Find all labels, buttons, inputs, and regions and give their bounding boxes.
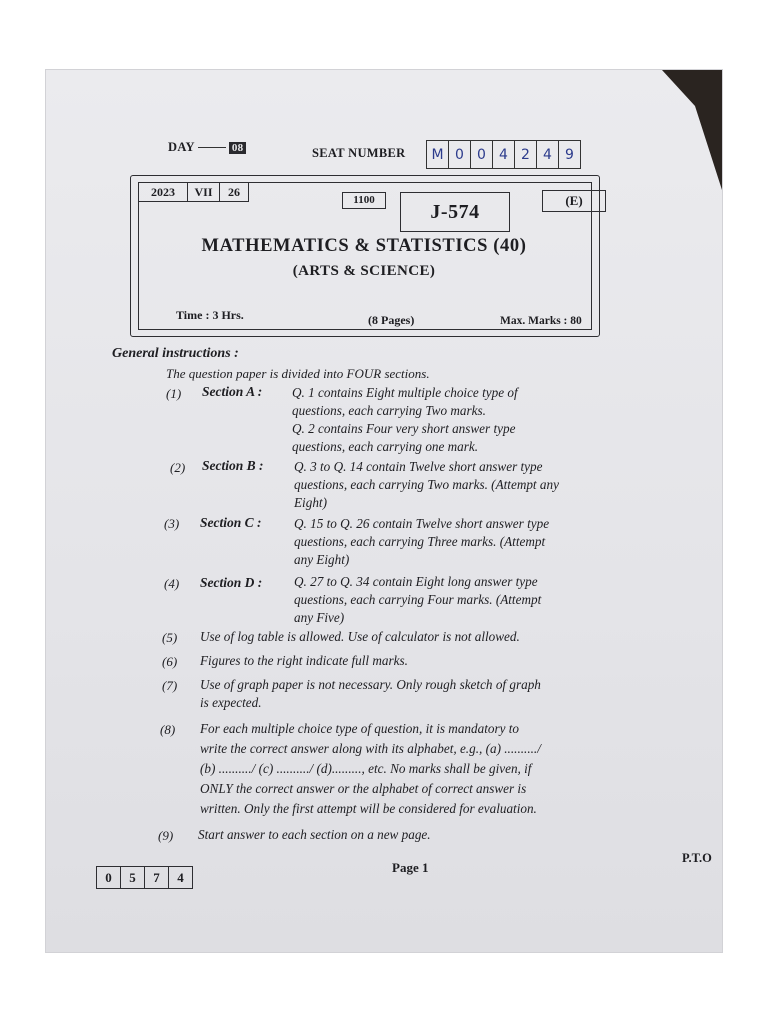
- seat-digit: 0: [471, 141, 493, 168]
- code-digit: 4: [177, 869, 184, 885]
- text-line: written. Only the first attempt will be considered for evaluation.: [200, 801, 537, 816]
- text-line: is expected.: [200, 695, 262, 710]
- text-line: questions, each carrying Three marks. (Attempt: [294, 534, 546, 549]
- text-line: write the correct answer along with its alphabet, e.g., (a) ........../: [200, 741, 541, 756]
- text-line: questions, each carrying Two marks. (Attempt any: [294, 477, 559, 492]
- seat-digit: 0: [449, 141, 471, 168]
- text-line: Q. 3 to Q. 14 contain Twelve short answer type: [294, 459, 543, 474]
- day-field: [168, 140, 246, 155]
- text-line: (b) ........../ (c) ........../ (d)........., etc. No marks shall be given, if: [200, 761, 532, 776]
- instructions-intro: The question paper is divided into FOUR sections.: [166, 366, 430, 381]
- text-line: any Eight): [294, 552, 350, 567]
- section-number: (2): [170, 460, 186, 475]
- section-number: (1): [166, 386, 182, 401]
- month-cell: VII: [187, 182, 220, 202]
- seat-digit: 9: [565, 146, 574, 163]
- time-label: Time : 3 Hrs.: [176, 308, 244, 322]
- section-label: Section A :: [202, 384, 263, 399]
- pages-label: (8 Pages): [368, 313, 415, 327]
- seat-number-label: SEAT NUMBER: [312, 146, 406, 160]
- code-digit: 5: [121, 867, 145, 888]
- seat-number-boxes: [426, 140, 581, 169]
- text-line: Q. 27 to Q. 34 contain Eight long answer type: [294, 574, 538, 589]
- seat-digit: 4: [493, 141, 515, 168]
- code-digit: 0: [97, 867, 121, 888]
- day-label: DAY: [168, 140, 195, 154]
- text-line: questions, each carrying one mark.: [292, 439, 479, 454]
- text-line: Start answer to each section on a new page.: [198, 827, 431, 842]
- section-text: [292, 384, 518, 456]
- code-cell: 1100: [342, 192, 386, 209]
- rule-number: (6): [162, 654, 178, 669]
- text-line: questions, each carrying Four marks. (Attempt: [294, 592, 542, 607]
- section-text: [294, 573, 541, 627]
- paper-code-boxes: [96, 866, 193, 889]
- section-number: (4): [164, 576, 180, 591]
- subject-subtitle: (ARTS & SCIENCE): [292, 263, 436, 279]
- date-cell: 26: [219, 182, 249, 202]
- pto-label: P.T.O: [682, 851, 712, 865]
- section-number: (3): [164, 516, 180, 531]
- seat-digit: M: [427, 141, 449, 168]
- text-line: ONLY the correct answer or the alphabet of correct answer is: [200, 781, 527, 796]
- rule-number: (5): [162, 630, 178, 645]
- rule-text: [200, 628, 520, 646]
- instructions-heading: General instructions :: [112, 346, 239, 361]
- text-line: Q. 2 contains Four very short answer type: [292, 421, 516, 436]
- day-dash: [198, 147, 226, 148]
- subject-title: MATHEMATICS & STATISTICS (40): [201, 236, 527, 256]
- text-line: any Five): [294, 610, 345, 625]
- page-number: Page 1: [392, 860, 429, 875]
- text-line: Use of graph paper is not necessary. Only rough sketch of graph: [200, 677, 541, 692]
- exam-paper: [46, 70, 722, 952]
- text-line: questions, each carrying Two marks.: [292, 403, 486, 418]
- background-corner: [662, 70, 722, 190]
- section-label: Section D :: [200, 575, 263, 590]
- rule-number: (7): [162, 678, 178, 693]
- seat-digit: 2: [515, 141, 537, 168]
- text-line: Eight): [294, 495, 327, 510]
- paper-code: J-574: [400, 192, 510, 232]
- text-line: For each multiple choice type of question, it is mandatory to: [200, 721, 520, 736]
- rule-text: [200, 719, 541, 819]
- year-cell: 2023: [138, 182, 188, 202]
- section-label: Section C :: [200, 515, 262, 530]
- day-value: 08: [229, 142, 247, 154]
- seat-digit: 4: [537, 141, 559, 168]
- rule-text: [198, 826, 431, 844]
- rule-number: (9): [158, 828, 174, 843]
- rule-text: [200, 652, 408, 670]
- text-line: Figures to the right indicate full marks.: [200, 653, 408, 668]
- language-cell: (E): [542, 190, 606, 212]
- text-line: Q. 15 to Q. 26 contain Twelve short answer type: [294, 516, 550, 531]
- code-digit: 7: [145, 867, 169, 888]
- rule-number: (8): [160, 722, 176, 737]
- section-text: [294, 515, 549, 569]
- section-text: [294, 458, 559, 512]
- max-marks-label: Max. Marks : 80: [500, 315, 582, 327]
- rule-text: [200, 676, 541, 712]
- text-line: Use of log table is allowed. Use of calculator is not allowed.: [200, 629, 520, 644]
- section-label: Section B :: [202, 458, 264, 473]
- text-line: Q. 1 contains Eight multiple choice type of: [292, 385, 518, 400]
